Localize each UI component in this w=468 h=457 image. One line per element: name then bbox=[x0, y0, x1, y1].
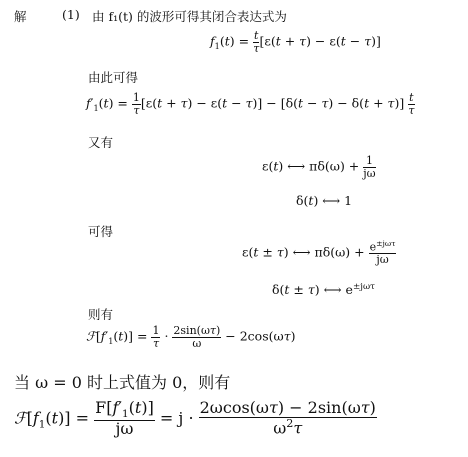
intro-text bbox=[92, 7, 287, 25]
equation-f1-derivative: $f'_1(t)$ = $\frac{1}{\tau}$ [ε(t + τ) − ε(t − τ)] − [δ(t − τ) − δ(t + τ)] $\frac{t}{\tau}$ bbox=[86, 91, 415, 117]
transform-pair-impulse: δ(t) ⟷ 1 bbox=[296, 193, 353, 208]
transform-pair-shifted-step: ε(t ± τ) ⟷ πδ(ω) + $\frac{e^{\pm j\omega\tau}}{j\omega}$ bbox=[242, 239, 396, 267]
from-this-text: 由此可得 bbox=[88, 70, 139, 85]
transform-pair-shifted-impulse: δ(t ± τ) ⟷ $e^{\pm j\omega\tau}$ bbox=[272, 282, 375, 298]
part-label: (1) bbox=[62, 7, 80, 22]
then-text: 则有 bbox=[88, 307, 114, 322]
equation-f1: $f_1(t)$ = $\frac{t}{\tau}$ [ε(t + τ) − ε(t − τ)] bbox=[210, 29, 381, 55]
solution-label: 解 bbox=[14, 9, 27, 24]
also-have-text: 又有 bbox=[88, 135, 114, 150]
note-text: 当 ω = 0 时上式值为 0，则有 bbox=[14, 373, 231, 392]
equation-final-transform: $ℱ[f_1(t)]$ = $\frac{F[f'_1(t)]}{j\omega}$ = j · $\frac{2\omega\cos(\omega\tau) - 2\sin(\omega\tau)}{\omega^2\tau}$ bbox=[14, 398, 376, 439]
equation-derivative-transform: $ℱ[f'_1(t)]$ = $\frac{1}{\tau}$ · $\frac{2\sin(\omega\tau)}{\omega}$ − 2cos(ωτ) bbox=[86, 324, 296, 350]
transform-pair-step: ε(t) ⟷ πδ(ω) + $\frac{1}{j\omega}$ bbox=[262, 154, 376, 180]
intro-text-label: 由 f₁(t) 的波形可得其闭合表达式为 bbox=[92, 9, 287, 24]
obtain-text: 可得 bbox=[88, 224, 114, 239]
